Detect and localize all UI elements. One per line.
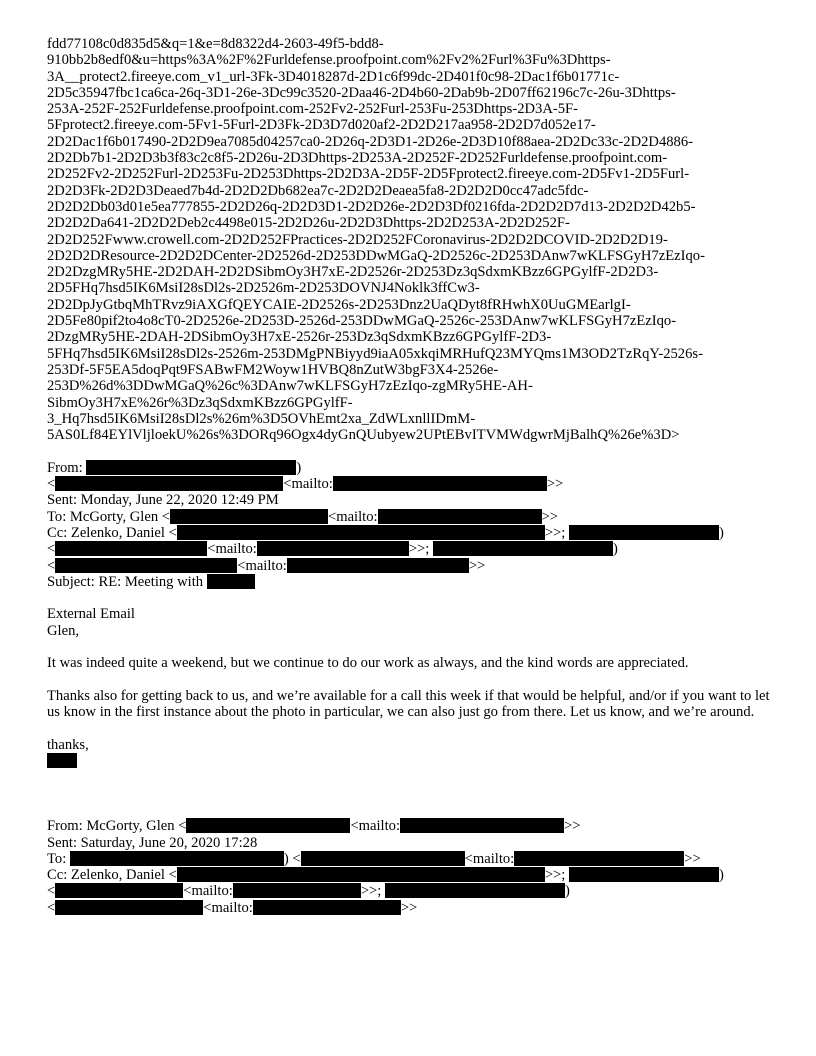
redaction-box	[569, 525, 719, 540]
url-line: 253Df-5F5EA5doqPqt9FSABwFM2Woyw1HVBQ8nZutW3bgF3X4-2526e-	[47, 361, 499, 378]
url-line: 2D5Fe80pif2to4o8cT0-2D2526e-2D253D-2526d-253DDwMGaQ-2526c-253DAnw7wKLFSGyH7zEzIqo-	[47, 313, 677, 330]
url-line: 3_Hq7hsd5IK6MsiI28sDl2s%26m%3D5OVhEmt2xa_ZdWLxnllIDmM-	[47, 410, 476, 427]
redaction-box	[333, 476, 547, 491]
redaction-box	[177, 525, 545, 540]
url-line: 253D%26d%3DDwMGaQ%26c%3DAnw7wKLFSGyH7zEzIqo-zgMRy5HE-AH-	[47, 378, 533, 395]
cc-continued-line: < <mailto: >>	[47, 557, 486, 574]
redaction-box	[378, 509, 542, 524]
email-header-original	[47, 818, 777, 916]
redaction-box	[55, 558, 237, 573]
cc-continued-line: < <mailto: >>	[47, 899, 418, 916]
to-line: To: ) < <mailto: >>	[47, 850, 701, 867]
url-line: 2D2Db7b1-2D2D3b3f83c2c8f5-2D26u-2D3Dhttps-2D253A-2D252F-2D252Furldefense.proofpoint.com-	[47, 150, 668, 167]
email-body	[47, 606, 777, 769]
from-address-line: < <mailto: >>	[47, 476, 564, 493]
redaction-box	[55, 541, 207, 556]
url-line: 2D2D252Fwww.crowell.com-2D2D252FPractices-2D2D252FCoronavirus-2D2D2DCOVID-2D2D2D19-	[47, 231, 668, 248]
redaction-box	[170, 509, 328, 524]
url-line: 2D2Dac1f6b017490-2D2D9ea7085d04257ca0-2D26q-2D3D1-2D26e-2D3D10f88aea-2D2Dc33c-2D2D4886-	[47, 133, 694, 150]
sent-line: Sent: Monday, June 22, 2020 12:49 PM	[47, 492, 279, 509]
url-line: 910bb2b8edf0&u=https%3A%2F%2Furldefense.proofpoint.com%2Fv2%2Furl%3Fu%3Dhttps-	[47, 52, 611, 69]
email-document	[47, 36, 777, 916]
sent-line: Sent: Saturday, June 20, 2020 17:28	[47, 834, 258, 851]
redaction-box	[253, 900, 401, 915]
from-line: From: )	[47, 459, 302, 476]
redaction-box	[70, 851, 284, 866]
url-line: 5FHq7hsd5IK6MsiI28sDl2s-2526m-253DMgPNBiyyd9iaA05xkqiMRHufQ23MYQms1M3OD2TzRqY-2526s-	[47, 345, 703, 362]
signature	[47, 753, 777, 769]
redaction-box	[433, 541, 613, 556]
redaction-box	[385, 883, 565, 898]
redaction-box	[301, 851, 465, 866]
subject-line: Subject: RE: Meeting with	[47, 574, 777, 590]
body-paragraph: It was indeed quite a weekend, but we continue to do our work as always, and the kind words are appreciated.	[47, 655, 689, 672]
cc-continued-line: < <mailto: >>; )	[47, 883, 570, 900]
from-line: From: McGorty, Glen < <mailto: >>	[47, 818, 581, 835]
url-line: 3A__protect2.fireeye.com_v1_url-3Fk-3D4018287d-2D1c6f99dc-2D401f0c98-2Dac1f6b01771c-	[47, 68, 620, 85]
url-line: 5Fprotect2.fireeye.com-5Fv1-5Furl-2D3Fk-2D3D7d020af2-2D2D217aa958-2D2D7d052e17-	[47, 117, 596, 134]
url-line: 5AS0Lf84EYlVljloekU%26s%3DORq96Ogx4dyGnQUubyew2UPtEBvITVMWdgwrMjBalhQ%26e%3D>	[47, 427, 680, 444]
redaction-box	[186, 818, 350, 833]
redaction-box	[47, 753, 77, 768]
redaction-box	[177, 867, 545, 882]
redaction-box	[569, 867, 719, 882]
to-line: To: McGorty, Glen < <mailto: >>	[47, 508, 559, 525]
cc-line: Cc: Zelenko, Daniel < >>; )	[47, 524, 724, 541]
url-line: 2D5c35947fbc1ca6ca-26q-3D1-26e-3Dc99c3520-2Daa46-2D4b60-2Dab9b-2D07ff62196c7c-26u-3Dhttps-	[47, 84, 676, 101]
cc-continued-line: < <mailto: >>; )	[47, 541, 618, 558]
redaction-box	[55, 883, 183, 898]
url-line: 2D2DzgMRy5HE-2D2DAH-2D2DSibmOy3H7xE-2D2526r-2D253Dz3qSdxmKBzz6GPGylfF-2D2D3-	[47, 264, 659, 281]
body-paragraph: Thanks also for getting back to us, and we’re available for a call this week if that would be helpful, and/or if you want to let us know in the first instance about the photo in particular, we can also just go from there. Let us know, and we’re around.	[47, 687, 770, 721]
redaction-box	[257, 541, 409, 556]
signoff: thanks,	[47, 736, 89, 753]
redaction-box	[86, 460, 296, 475]
url-line: 2D2D2Da641-2D2D2Deb2c4498e015-2D2D26u-2D2D3Dhttps-2D2D253A-2D2D252F-	[47, 215, 570, 232]
url-block	[47, 36, 777, 443]
url-line: 2D2D2Db03d01e5ea777855-2D2D26q-2D2D3D1-2D2D26e-2D2D3Df0216fda-2D2D2D7d13-2D2D2D42b5-	[47, 198, 696, 215]
url-line: 2D5FHq7hsd5IK6MsiI28sDl2s-2D2526m-2D253DOVNJ4Noklk3ffCw3-	[47, 280, 480, 297]
url-line: 2D252Fv2-2D252Furl-2D253Fu-2D253Dhttps-2D2D3A-2D5F-2D5Fprotect2.fireeye.com-2D5Fv1-2D5Furl-	[47, 166, 690, 183]
greeting: Glen,	[47, 622, 80, 639]
url-line: 253A-252F-252Furldefense.proofpoint.com-252Fv2-252Furl-253Fu-253Dhttps-2D3A-5F-	[47, 101, 579, 118]
redaction-box	[55, 476, 283, 491]
url-line: 2D2D2DResource-2D2D2DCenter-2D2526d-2D253DDwMGaQ-2D2526c-2D253DAnw7wKLFSGyH7zEzIqo-	[47, 247, 705, 264]
url-line: 2DzgMRy5HE-2DAH-2DSibmOy3H7xE-2526r-253Dz3qSdxmKBzz6GPGylfF-2D3-	[47, 329, 552, 346]
url-line: fdd77108c0d835d5&q=1&e=8d8322d4-2603-49f5-bdd8-	[47, 36, 384, 52]
external-email-label: External Email	[47, 606, 135, 623]
redaction-box	[287, 558, 469, 573]
redaction-box	[233, 883, 361, 898]
redaction-box	[55, 900, 203, 915]
url-line: 2D2DpJyGtbqMhTRvz9iAXGfQEYCAIE-2D2526s-2D253Dnz2UaQDyt8fRHwhX0UuGMEarlgI-	[47, 296, 631, 313]
cc-line: Cc: Zelenko, Daniel < >>; )	[47, 867, 724, 884]
redaction-box	[400, 818, 564, 833]
redaction-box	[207, 574, 255, 589]
url-line: 2D2D3Fk-2D2D3Deaed7b4d-2D2D2Db682ea7c-2D2D2Deaea5fa8-2D2D2D0cc47adc5fdc-	[47, 182, 589, 199]
email-header-reply	[47, 460, 777, 590]
url-line: SibmOy3H7xE%26r%3Dz3qSdxmKBzz6GPGylfF-	[47, 394, 353, 411]
redaction-box	[514, 851, 684, 866]
